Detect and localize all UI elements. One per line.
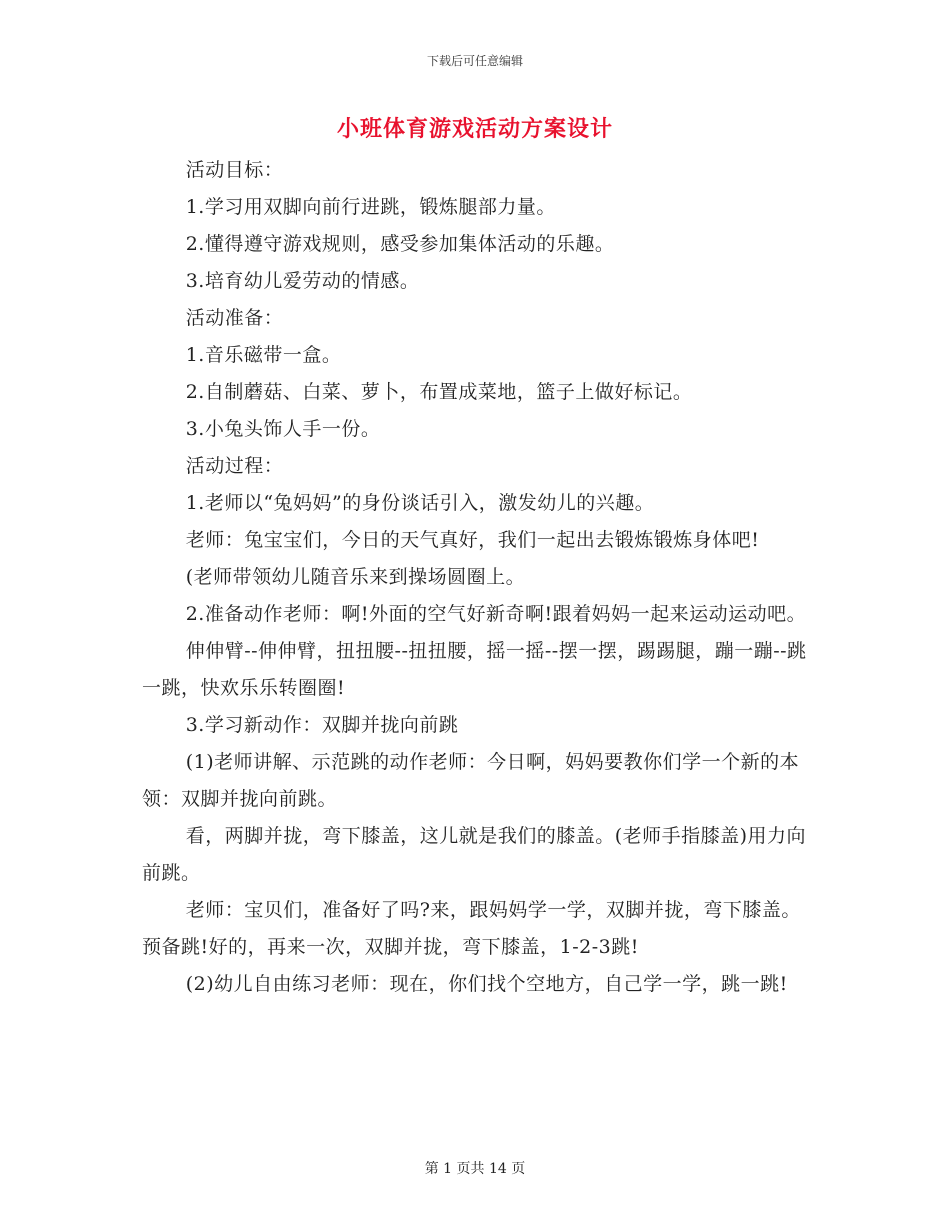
document-title: 小班体育游戏活动方案设计 — [336, 116, 613, 142]
paragraph: 1.老师以“兔妈妈”的身份谈话引入，激发幼儿的兴趣。 — [185, 492, 655, 514]
paragraph: 2.自制蘑菇、白菜、萝卜，布置成菜地，篮子上做好标记。 — [185, 381, 693, 403]
paragraph: 3.学习新动作：双脚并拢向前跳 — [185, 714, 459, 736]
paragraph: 1.学习用双脚向前行进跳，锻炼腿部力量。 — [185, 196, 556, 218]
document-body — [142, 152, 810, 1003]
paragraph: 看，两脚并拢，弯下膝盖，这儿就是我们的膝盖。(老师手指膝盖)用力向前跳。 — [142, 825, 807, 884]
paragraph: 活动过程： — [185, 455, 284, 477]
paragraph: 活动目标： — [185, 159, 284, 181]
paragraph: 老师：宝贝们，准备好了吗?来，跟妈妈学一学，双脚并拢，弯下膝盖。预备跳!好的，再来一次，双脚并拢，弯下膝盖，1-2-3跳! — [142, 899, 801, 958]
paragraph: 2.懂得遵守游戏规则，感受参加集体活动的乐趣。 — [185, 233, 615, 255]
paragraph: (1)老师讲解、示范跳的动作老师：今日啊，妈妈要教你们学一个新的本领：双脚并拢向前跳。 — [142, 751, 800, 810]
paragraph: 伸伸臂--伸伸臂，扭扭腰--扭扭腰，摇一摇--摆一摆，踢踢腿，蹦一蹦--跳一跳，快欢乐乐转圈圈! — [142, 640, 807, 699]
paragraph: 2.准备动作老师：啊!外面的空气好新奇啊!跟着妈妈一起来运动运动吧。 — [185, 603, 807, 625]
paragraph: 活动准备： — [185, 307, 284, 329]
page-footer: 第 1 页共 14 页 — [424, 1161, 526, 1177]
paragraph: 老师：兔宝宝们，今日的天气真好，我们一起出去锻炼锻炼身体吧! — [185, 529, 760, 551]
paragraph: (老师带领幼儿随音乐来到操场圆圈上。 — [185, 566, 526, 588]
paragraph: 3.小兔头饰人手一份。 — [185, 418, 381, 440]
paragraph: 3.培育幼儿爱劳动的情感。 — [185, 270, 420, 292]
paragraph: (2)幼儿自由练习老师：现在，你们找个空地方，自己学一学，跳一跳! — [185, 973, 788, 995]
paragraph: 1.音乐磁带一盒。 — [185, 344, 342, 366]
header-note: 下载后可任意编辑 — [426, 54, 523, 68]
